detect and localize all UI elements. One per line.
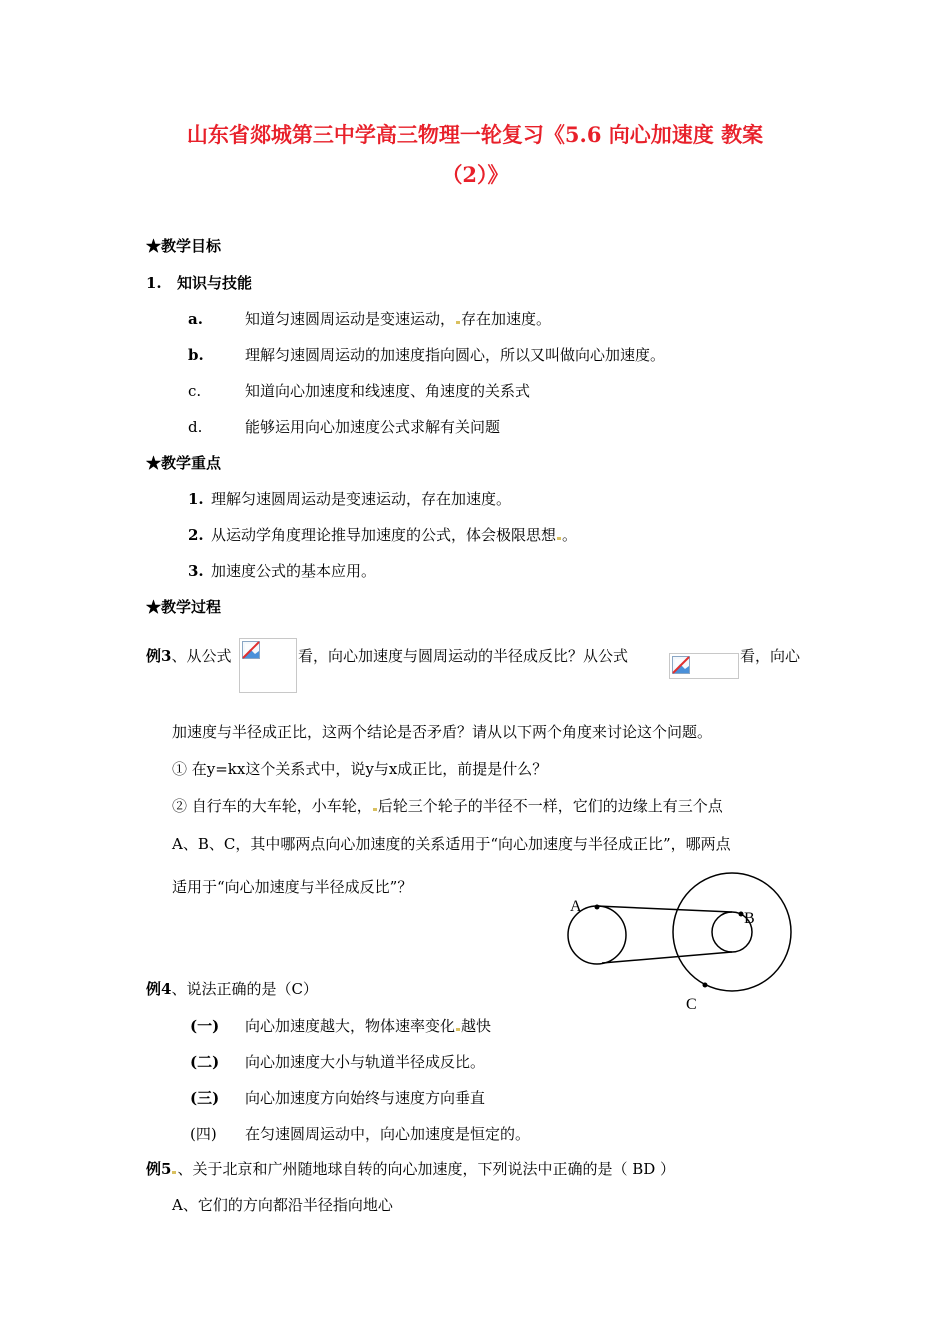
- example3-line2: 加速度与半径成正比，这两个结论是否矛盾？请从以下两个角度来讨论这个问题。: [172, 723, 713, 741]
- example4-option-2-label: (二): [190, 1053, 220, 1071]
- example4-option-1-text: [245, 1016, 491, 1036]
- edit-marker: [172, 1171, 176, 1174]
- objective-d-text: 能够运用向心加速度公式求解有关问题: [245, 418, 501, 436]
- edit-marker: [557, 537, 561, 540]
- keypoint-2-text: [211, 525, 577, 545]
- keypoint-1-text: 理解匀速圆周运动是变速运动，存在加速度。: [211, 490, 512, 508]
- example3-line4-before: ② 自行车的大车轮，小车轮，: [172, 797, 372, 815]
- example3-line4: [172, 796, 723, 816]
- example3-line6: 适用于“向心加速度与半径成反比”？: [172, 878, 413, 896]
- keypoint-2-text-before: 从运动学角度理论推导加速度的公式，体会极限思想: [211, 526, 557, 544]
- document-title-line1: 山东省郯城第三中学高三物理一轮复习《5.6 向心加速度 教案: [186, 122, 764, 147]
- example3-part1: 、从公式: [171, 647, 232, 665]
- objectives-sub-heading: 知识与技能: [177, 274, 253, 292]
- example4-option-2-text: 向心加速度大小与轨道半径成反比。: [245, 1053, 486, 1071]
- example3-part3: 看，向心: [740, 647, 801, 665]
- wheel-diagram-svg: [560, 868, 800, 1018]
- objectives-sub-number: 1.: [146, 274, 162, 292]
- document-title-line2: （2）》: [441, 162, 509, 187]
- formula-image-1: [239, 638, 297, 693]
- point-c-dot: [703, 983, 708, 988]
- broken-image-icon: [242, 641, 260, 659]
- example3-line4-after: 后轮三个轮子的半径不一样，它们的边缘上有三个点: [377, 797, 723, 815]
- broken-image-icon: [672, 656, 690, 674]
- edit-marker: [456, 321, 460, 324]
- keypoint-2-text-after: 。: [562, 526, 578, 544]
- objective-a-label: a.: [188, 310, 203, 328]
- example4-text: 、说法正确的是（C）: [171, 980, 318, 998]
- example3-part2: 看，向心加速度与圆周运动的半径成反比？从公式: [298, 647, 629, 665]
- keypoint-2-label: 2.: [188, 526, 204, 544]
- process-heading: ★教学过程: [146, 598, 222, 616]
- objective-c-text: 知道向心加速度和线速度、角速度的关系式: [245, 382, 531, 400]
- objective-d-label: d.: [188, 418, 203, 436]
- example4-option-4-text: 在匀速圆周运动中，向心加速度是恒定的。: [245, 1125, 531, 1143]
- example4-option-3-text: 向心加速度方向始终与速度方向垂直: [245, 1089, 486, 1107]
- point-a-dot: [595, 905, 600, 910]
- example5-text: 、关于北京和广州随地球自转的向心加速度，下列说法中正确的是（ BD ）: [177, 1160, 676, 1178]
- example4-question: [146, 979, 318, 999]
- edit-marker: [373, 808, 377, 811]
- example4-option-4-label: (四): [190, 1125, 217, 1143]
- example3-line5: A、B、C，其中哪两点向心加速度的关系适用于“向心加速度与半径成正比”，哪两点: [172, 835, 731, 853]
- edit-marker: [456, 1028, 460, 1031]
- example5-label: 例5: [146, 1160, 172, 1178]
- large-wheel-circle: [673, 873, 791, 991]
- point-a-label: A: [570, 898, 582, 915]
- objectives-heading: ★教学目标: [146, 237, 222, 255]
- keypoint-3-text: 加速度公式的基本应用。: [211, 562, 377, 580]
- objective-a-text: [245, 309, 551, 329]
- keypoint-3-label: 3.: [188, 562, 204, 580]
- objective-b-label: b.: [188, 346, 204, 364]
- example4-option-1-label: (一): [190, 1017, 220, 1035]
- example4-option-1-after: 越快: [461, 1017, 492, 1035]
- point-b-dot: [739, 912, 744, 917]
- wheel-diagram: [560, 868, 800, 1018]
- keypoints-heading: ★教学重点: [146, 454, 222, 472]
- example3-line1: [146, 646, 231, 666]
- point-c-label: C: [686, 996, 697, 1013]
- belt-top-line: [597, 906, 732, 912]
- example5-option-a: A、它们的方向都沿半径指向地心: [172, 1196, 393, 1214]
- example5-question: [146, 1159, 675, 1179]
- objective-a-text-before: 知道匀速圆周运动是变速运动，: [245, 310, 456, 328]
- formula-image-2: [669, 653, 739, 679]
- keypoint-1-label: 1.: [188, 490, 204, 508]
- belt-bottom-line: [602, 952, 732, 963]
- objective-b-text: 理解匀速圆周运动的加速度指向圆心，所以又叫做向心加速度。: [245, 346, 666, 364]
- objective-a-text-after: 存在加速度。: [461, 310, 552, 328]
- point-b-label: B: [744, 910, 755, 927]
- objective-c-label: c.: [188, 382, 202, 400]
- example4-label: 例4: [146, 980, 172, 998]
- example3-label: 例3: [146, 647, 172, 665]
- example3-line3: ① 在y=kx这个关系式中，说y与x成正比，前提是什么？: [172, 760, 548, 778]
- example4-option-1-before: 向心加速度越大，物体速率变化: [245, 1017, 456, 1035]
- example4-option-3-label: (三): [190, 1089, 220, 1107]
